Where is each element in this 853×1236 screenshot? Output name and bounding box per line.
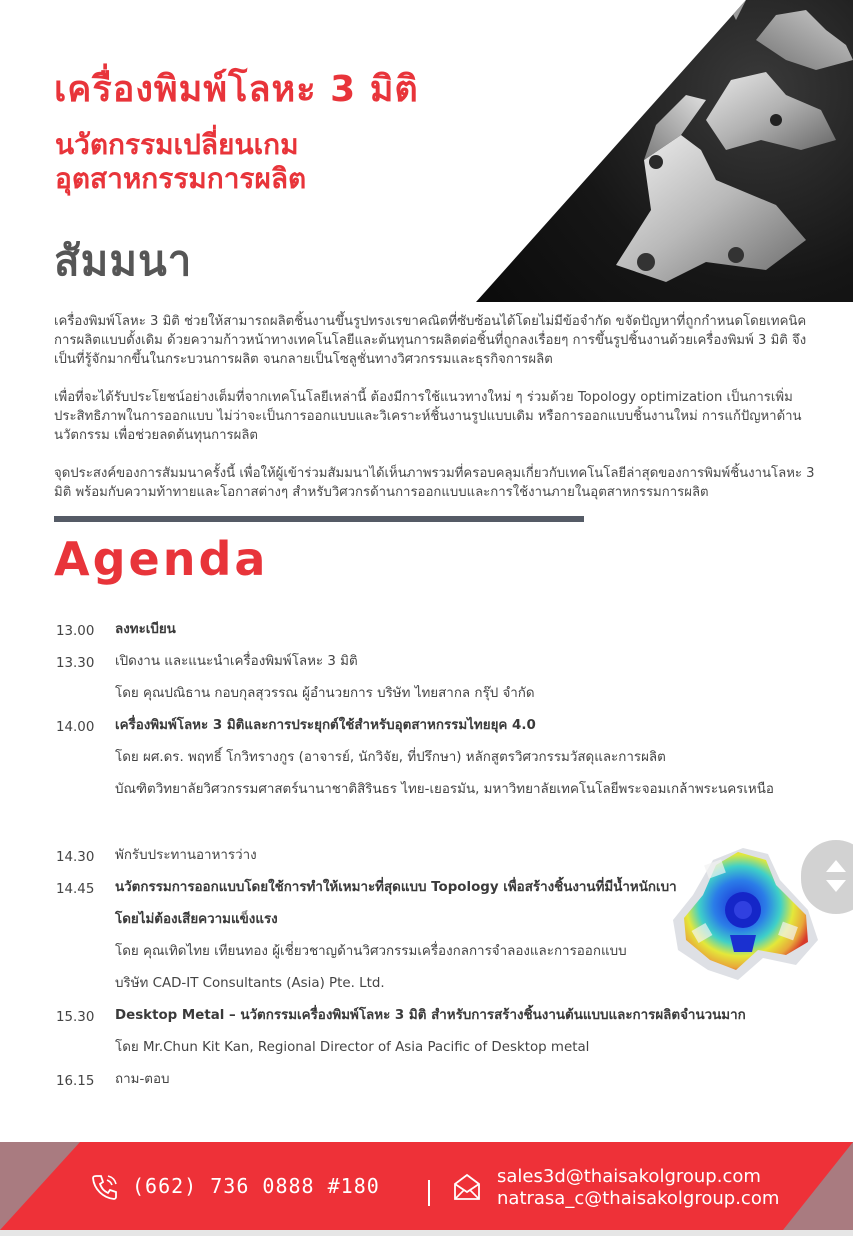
agenda-item xyxy=(56,748,816,780)
agenda-text: บริษัท CAD-IT Consultants (Asia) Pte. Ltd. xyxy=(115,976,385,991)
phone-icon xyxy=(90,1172,120,1206)
agenda-text: โดย ผศ.ดร. พฤทธิ์ โกวิทรางกูร (อาจารย์, นักวิจัย, ที่ปรึกษา) หลักสูตรวิศวกรรมวัสดุและการผลิต xyxy=(115,750,666,765)
agenda-time: 15.30 xyxy=(56,1010,95,1025)
agenda-text: พักรับประทานอาหารว่าง xyxy=(115,848,257,863)
agenda-text: โดย คุณปณิธาน กอบกุลสุวรรณ ผู้อำนวยการ บริษัท ไทยสากล กรุ๊ป จำกัด xyxy=(115,686,535,701)
contact-email-2[interactable]: natrasa_c@thaisakolgroup.com xyxy=(497,1188,780,1209)
agenda-time: 14.00 xyxy=(56,720,95,735)
intro-paragraph-3: จุดประสงค์ของการสัมมนาครั้งนี้ เพื่อให้ผู้เข้าร่วมสัมมนาได้เห็นภาพรวมที่ครอบคลุมเกี่ยวกับเทคโนโลยีล่าสุดของการพิมพ์ชิ้นงานโลหะ 3 มิติ พร้อมกับความท้าทายและโอกาสต่างๆ สำหรับวิศวกรด้านการออกแบบและการใช้งานภายในอุตสาหกรรมการผลิต xyxy=(54,466,815,500)
footer-separator xyxy=(428,1180,430,1206)
agenda-item xyxy=(56,1038,816,1070)
subtitle-line-1: นวัตกรรมเปลี่ยนเกม xyxy=(55,128,299,161)
subtitle-line-2: อุตสาหกรรมการผลิต xyxy=(55,162,307,195)
contact-email-1[interactable]: sales3d@thaisakolgroup.com xyxy=(497,1166,761,1187)
intro-paragraph-2: เพื่อที่จะได้รับประโยชน์อย่างเต็มที่จากเทคโนโลยีเหล่านี้ ต้องมีการใช้แนวทางใหม่ ๆ ร่วมด้วย Topology optimization เป็นการเพิ่มประสิทธิภาพในการออกแบบ ไม่ว่าจะเป็นการออกแบบและวิเคราะห์ชิ้นงานรูปแบบเดิม หรือการออกแบบชิ้นงานใหม่ การแก้ปัญหาด้านนวัตกรรม เพื่อช่วยลดต้นทุนการผลิต xyxy=(54,390,802,443)
agenda-text: โดย Mr.Chun Kit Kan, Regional Director of Asia Pacific of Desktop metal xyxy=(115,1040,590,1055)
agenda-time: 14.30 xyxy=(56,850,95,865)
agenda-text: เครื่องพิมพ์โลหะ 3 มิติและการประยุกต์ใช้สำหรับอุตสาหกรรมไทยยุค 4.0 xyxy=(115,718,536,733)
intro-paragraph-1: เครื่องพิมพ์โลหะ 3 มิติ ช่วยให้สามารถผลิตชิ้นงานขึ้นรูปทรงเรขาคณิตที่ซับซ้อนได้โดยไม่มีข้อจำกัด ขจัดปัญหาที่ถูกกำหนดโดยเทคนิคการผลิตแบบดั้งเดิม ด้วยความก้าวหน้าทางเทคโนโลยีและต้นทุนการผลิตต่อชิ้นที่ถูกลงเรื่อยๆ การขึ้นรูปชิ้นงานด้วยเครื่องพิมพ์ 3 มิติ จึงเป็นที่รู้จักมากขึ้นในกระบวนการผลิต จนกลายเป็นโซลูชั่นทางวิศวกรรมและธุรกิจการผลิต xyxy=(54,314,807,367)
agenda-item xyxy=(56,716,816,748)
agenda-text: เปิดงาน และแนะนำเครื่องพิมพ์โลหะ 3 มิติ xyxy=(115,654,358,669)
footer-left-accent xyxy=(0,1142,80,1230)
agenda-text: บัณฑิตวิทยาลัยวิศวกรรมศาสตร์นานาชาติสิรินธร ไทย-เยอรมัน, มหาวิทยาลัยเทคโนโลยีพระจอมเกล้าพระนครเหนือ xyxy=(115,782,774,797)
agenda-text: โดยไม่ต้องเสียความแข็งแรง xyxy=(115,912,278,927)
hero-metal-parts-image xyxy=(476,0,853,302)
scroll-down-icon xyxy=(826,880,846,892)
agenda-time: 13.30 xyxy=(56,656,95,671)
agenda-text: โดย คุณเทิดไทย เทียนทอง ผู้เชี่ยวชาญด้านวิศวกรรมเครื่องกลการจำลองและการออกแบบ xyxy=(115,944,627,959)
contact-phone: (662) 736 0888 #180 xyxy=(132,1174,380,1198)
page-subtitle xyxy=(55,128,485,196)
agenda-time: 13.00 xyxy=(56,624,95,639)
footer-right-accent xyxy=(783,1142,853,1230)
agenda-item xyxy=(56,652,816,684)
mail-icon xyxy=(452,1172,482,1206)
agenda-item xyxy=(56,780,816,812)
topology-simulation-image xyxy=(668,840,823,990)
agenda-item xyxy=(56,1070,816,1102)
intro-text xyxy=(54,312,824,502)
contact-emails xyxy=(497,1166,779,1210)
agenda-text: ถาม-ตอบ xyxy=(115,1072,170,1087)
agenda-heading: Agenda xyxy=(54,532,269,586)
contact-footer xyxy=(0,1142,853,1230)
bottom-strip xyxy=(0,1230,853,1236)
page-title: เครื่องพิมพ์โลหะ 3 มิติ xyxy=(54,69,419,110)
agenda-text: นวัตกรรมการออกแบบโดยใช้การทำให้เหมาะที่สุดแบบ Topology เพื่อสร้างชิ้นงานที่มีน้ำหนักเบา xyxy=(115,880,677,895)
agenda-time: 16.15 xyxy=(56,1074,95,1089)
agenda-item xyxy=(56,1006,816,1038)
agenda-item xyxy=(56,684,816,716)
agenda-item xyxy=(56,620,816,652)
agenda-time: 14.45 xyxy=(56,882,95,897)
scroll-up-icon xyxy=(826,860,846,872)
seminar-label: สัมมนา xyxy=(54,236,193,285)
agenda-text: Desktop Metal – นวัตกรรมเครื่องพิมพ์โลหะ 3 มิติ สำหรับการสร้างชิ้นงานต้นแบบและการผลิตจำนวนมาก xyxy=(115,1008,746,1023)
section-divider xyxy=(54,516,584,522)
agenda-text: ลงทะเบียน xyxy=(115,622,176,637)
